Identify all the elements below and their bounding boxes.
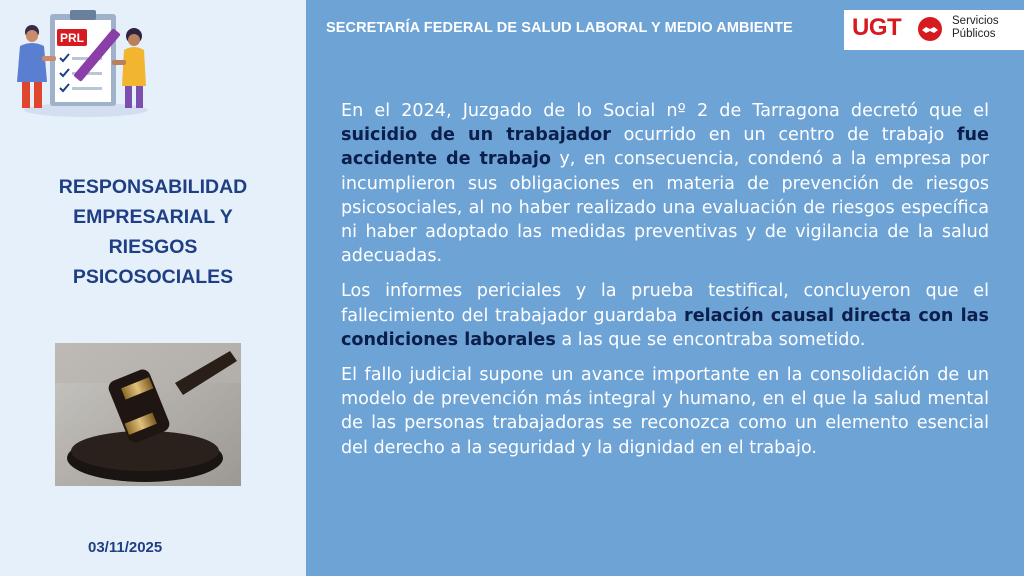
ugt-logo-text: UGT: [852, 14, 902, 41]
paragraph-3: El fallo judicial supone un avance importante en la consolidación de un modelo de prevención más integral y humano, en el que la salud mental de las personas trabajadoras se reconozca como un elemento esencial del derecho a la seguridad y la dignidad en el trabajo.: [341, 365, 989, 458]
paragraph-1: [341, 99, 989, 268]
sidebar-title-line: PSICOSOCIALES: [72, 266, 234, 288]
prl-badge: PRL: [60, 31, 84, 45]
ugt-servicios-publicos: [952, 15, 999, 41]
sidebar-title: [24, 172, 282, 292]
text-run: a las que se encontraba sometido.: [555, 329, 866, 350]
article-body: [341, 99, 989, 471]
publication-date: 03/11/2025: [88, 539, 163, 556]
sidebar-title-line: RESPONSABILIDAD: [58, 176, 248, 198]
bold-run: fue accidente de trabajo: [341, 125, 989, 170]
prl-checklist-illustration: [8, 6, 158, 118]
ugt-handshake-icon: [918, 17, 942, 41]
logo-sub-2: Públicos: [952, 28, 996, 40]
sidebar-title-line: RIESGOS: [108, 236, 198, 258]
gavel-photo: [55, 343, 241, 486]
bold-run: relación causal directa con las condiciones laborales: [341, 305, 990, 350]
logo-sub-1: Servicios: [952, 15, 999, 27]
text-run: y, en consecuencia, condenó a la empresa por incumplieron sus obligaciones en materia de prevención de riesgos psicosociales, al no haber realizado una evaluación de riesgos específica ni haber adoptado las medidas preventivas y de vigilancia de la salud adecuadas.: [341, 149, 989, 267]
text-run: En el 2024, Juzgado de lo Social nº 2 de Tarragona decretó que el: [341, 101, 989, 121]
header-title: SECRETARÍA FEDERAL DE SALUD LABORAL Y MEDIO AMBIENTE: [326, 20, 793, 36]
text-run: Los informes periciales y la prueba testifical, concluyeron que el fallecimiento del trabajador guardaba: [341, 281, 989, 326]
bold-run: suicidio de un trabajador: [341, 125, 611, 146]
paragraph-2: [341, 279, 989, 352]
sidebar-title-line: EMPRESARIAL Y: [73, 206, 233, 228]
text-run: ocurrido en un centro de trabajo: [610, 125, 957, 146]
